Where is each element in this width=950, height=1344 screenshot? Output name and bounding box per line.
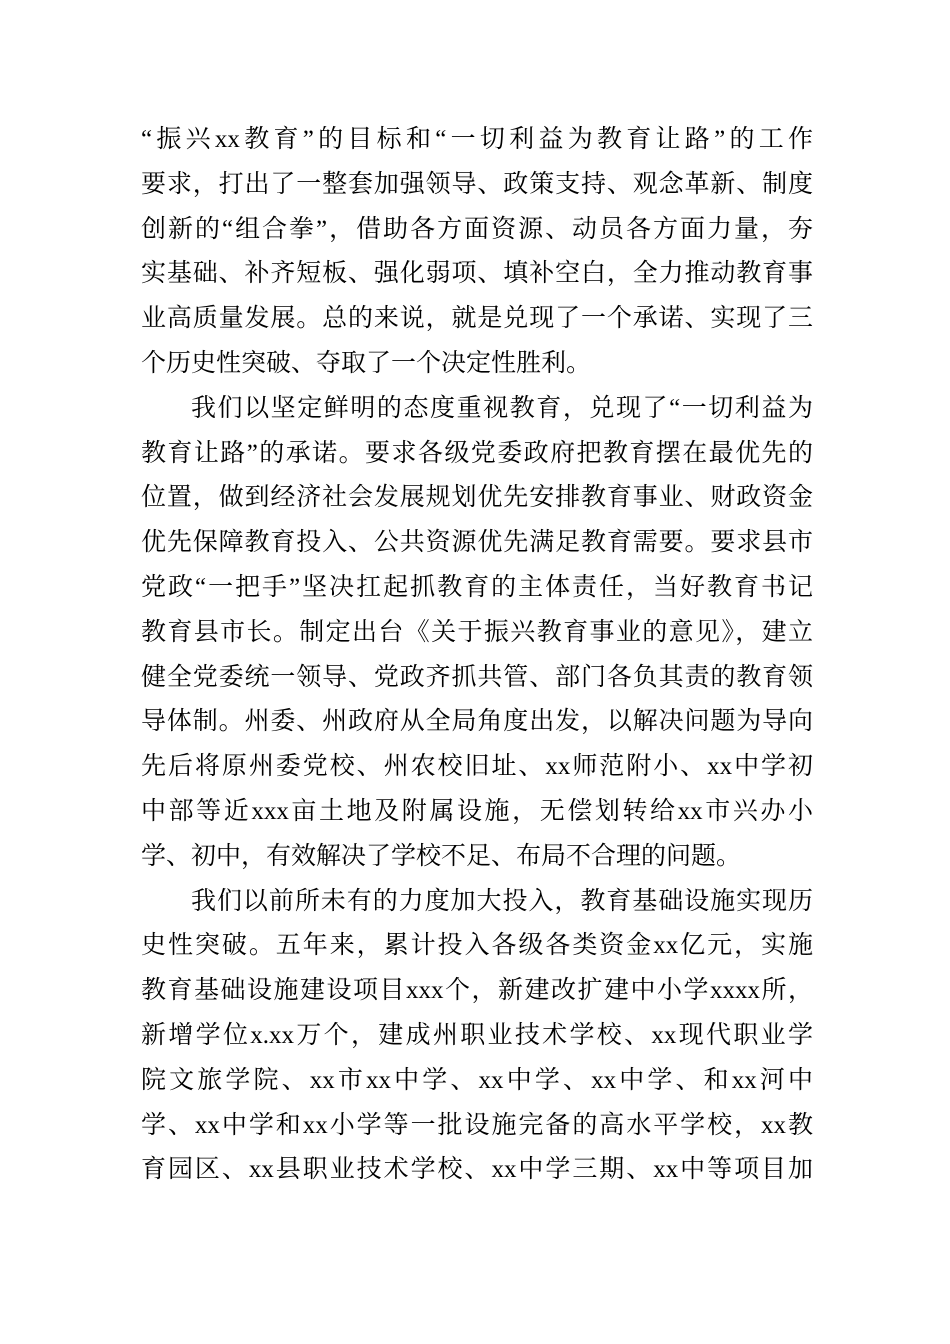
text-line: 位置，做到经济社会发展规划优先安排教育事业、财政资金: [141, 484, 813, 512]
text-line: 实基础、补齐短板、强化弱项、填补空白，全力推动教育事: [141, 260, 813, 288]
text-line: 先后将原州委党校、州农校旧址、xx师范附小、xx中学初: [141, 753, 813, 781]
text-line: 教育基础设施建设项目xxx个，新建改扩建中小学xxxx所，: [141, 977, 813, 1005]
text-line: 个历史性突破、夺取了一个决定性胜利。: [141, 349, 592, 377]
text-line: 新增学位x.xx万个，建成州职业技术学校、xx现代职业学: [141, 1021, 813, 1049]
text-line: 教育让路”的承诺。要求各级党委政府把教育摆在最优先的: [141, 439, 813, 467]
document-text-block: [141, 118, 813, 1193]
text-line: “振兴xx教育”的目标和“一切利益为教育让路”的工作: [141, 126, 813, 153]
text-line: 院文旅学院、xx市xx中学、xx中学、xx中学、和xx河中: [141, 1066, 813, 1094]
text-line: 党政“一把手”坚决扛起抓教育的主体责任，当好教育书记: [141, 573, 813, 601]
text-line: 优先保障教育投入、公共资源优先满足教育需要。要求县市: [141, 529, 813, 557]
text-line: 育园区、xx县职业技术学校、xx中学三期、xx中等项目加: [141, 1156, 813, 1184]
text-line: 我们以前所未有的力度加大投入，教育基础设施实现历: [191, 887, 813, 915]
text-line: 我们以坚定鲜明的态度重视教育，兑现了“一切利益为: [191, 394, 813, 422]
text-line: 健全党委统一领导、党政齐抓共管、部门各负其责的教育领: [141, 663, 813, 691]
text-line: 要求，打出了一整套加强领导、政策支持、观念革新、制度: [141, 170, 813, 198]
text-line: 创新的“组合拳”，借助各方面资源、动员各方面力量，夯: [141, 215, 813, 243]
text-line: 中部等近xxx亩土地及附属设施，无偿划转给xx市兴办小: [141, 797, 813, 825]
text-line: 教育县市长。制定出台《关于振兴教育事业的意见》，建立: [141, 618, 813, 646]
text-line: 业高质量发展。总的来说，就是兑现了一个承诺、实现了三: [141, 305, 813, 333]
text-line: 学、xx中学和xx小学等一批设施完备的高水平学校，xx教: [141, 1111, 813, 1139]
text-line: 史性突破。五年来，累计投入各级各类资金xx亿元，实施: [141, 932, 813, 960]
text-line: 学、初中，有效解决了学校不足、布局不合理的问题。: [141, 842, 742, 870]
text-line: 导体制。州委、州政府从全局角度出发，以解决问题为导向: [141, 708, 813, 736]
